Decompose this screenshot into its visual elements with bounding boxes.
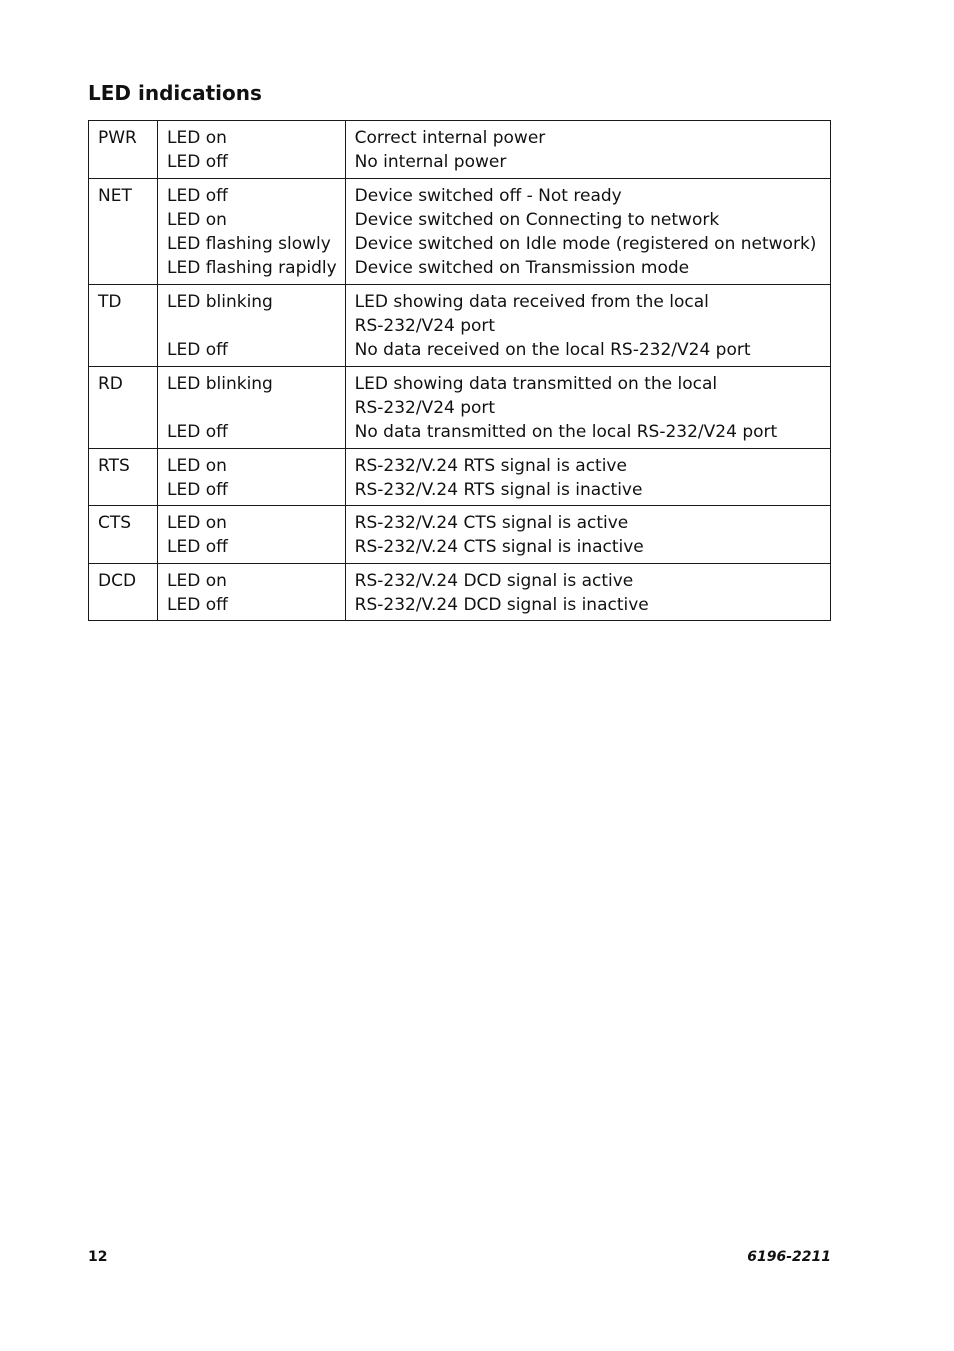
led-state-cell bbox=[158, 366, 346, 448]
led-table-body bbox=[89, 121, 831, 621]
state-description: Device switched on Transmission mode bbox=[354, 258, 690, 279]
led-indications-table bbox=[88, 120, 831, 621]
led-state: LED on bbox=[167, 570, 227, 591]
led-state: LED blinking bbox=[167, 373, 273, 394]
led-state: LED off bbox=[167, 595, 228, 616]
led-state: LED off bbox=[167, 479, 228, 500]
led-state-cell bbox=[158, 506, 346, 564]
state-description: RS-232/V.24 RTS signal is active bbox=[354, 455, 627, 476]
description-cell bbox=[345, 448, 830, 506]
led-state-cell bbox=[158, 448, 346, 506]
led-state-cell bbox=[158, 121, 346, 179]
signal-cell bbox=[89, 284, 158, 366]
table-row-td bbox=[89, 284, 831, 366]
led-state: LED flashing rapidly bbox=[167, 258, 337, 279]
led-state: LED off bbox=[167, 340, 228, 361]
state-description: RS-232/V24 port bbox=[354, 316, 496, 337]
signal-label: RD bbox=[98, 373, 123, 394]
state-description: RS-232/V.24 RTS signal is inactive bbox=[354, 479, 643, 500]
state-description: RS-232/V.24 DCD signal is inactive bbox=[354, 595, 649, 616]
state-description: RS-232/V.24 CTS signal is active bbox=[354, 513, 629, 534]
description-cell bbox=[345, 506, 830, 564]
signal-cell bbox=[89, 121, 158, 179]
table-row-cts bbox=[89, 506, 831, 564]
led-state bbox=[167, 314, 337, 338]
led-state: LED off bbox=[167, 537, 228, 558]
table-row-rts bbox=[89, 448, 831, 506]
table-row-pwr bbox=[89, 121, 831, 179]
signal-cell bbox=[89, 178, 158, 284]
state-description: RS-232/V24 port bbox=[354, 397, 496, 418]
led-state-cell bbox=[158, 178, 346, 284]
signal-label: DCD bbox=[98, 570, 137, 591]
led-state: LED on bbox=[167, 513, 227, 534]
led-state: LED off bbox=[167, 185, 228, 206]
led-state: LED flashing slowly bbox=[167, 234, 331, 255]
state-description: LED showing data transmitted on the local bbox=[354, 373, 718, 394]
state-description: No data transmitted on the local RS-232/V24 port bbox=[354, 422, 778, 443]
signal-label: NET bbox=[98, 185, 132, 206]
signal-cell bbox=[89, 563, 158, 621]
signal-cell bbox=[89, 366, 158, 448]
signal-label: CTS bbox=[98, 513, 132, 534]
signal-label: TD bbox=[98, 291, 122, 312]
led-state: LED on bbox=[167, 455, 227, 476]
state-description: RS-232/V.24 CTS signal is inactive bbox=[354, 537, 644, 558]
page-number: 12 bbox=[88, 1249, 108, 1265]
table-row-dcd bbox=[89, 563, 831, 621]
state-description: Device switched on Connecting to network bbox=[354, 209, 720, 230]
signal-cell bbox=[89, 448, 158, 506]
led-state: LED blinking bbox=[167, 291, 273, 312]
description-cell bbox=[345, 284, 830, 366]
description-cell bbox=[345, 178, 830, 284]
state-description: No data received on the local RS-232/V24 port bbox=[354, 340, 751, 361]
led-state bbox=[167, 396, 337, 420]
signal-cell bbox=[89, 506, 158, 564]
led-state: LED on bbox=[167, 209, 227, 230]
led-state: LED off bbox=[167, 152, 228, 173]
signal-label: RTS bbox=[98, 455, 130, 476]
description-cell bbox=[345, 563, 830, 621]
led-state: LED on bbox=[167, 128, 227, 148]
led-state-cell bbox=[158, 284, 346, 366]
table-row-net bbox=[89, 178, 831, 284]
state-description: Correct internal power bbox=[354, 128, 546, 148]
document-number: 6196-2211 bbox=[747, 1249, 831, 1265]
signal-label: PWR bbox=[98, 128, 137, 148]
state-description: No internal power bbox=[354, 152, 507, 173]
led-state-cell bbox=[158, 563, 346, 621]
state-description: LED showing data received from the local bbox=[354, 291, 709, 312]
state-description: Device switched off - Not ready bbox=[354, 185, 622, 206]
description-cell bbox=[345, 121, 830, 179]
state-description: RS-232/V.24 DCD signal is active bbox=[354, 570, 634, 591]
table-row-rd bbox=[89, 366, 831, 448]
led-state: LED off bbox=[167, 422, 228, 443]
description-cell bbox=[345, 366, 830, 448]
page-title: LED indications bbox=[88, 81, 262, 105]
state-description: Device switched on Idle mode (registered on network) bbox=[354, 234, 817, 255]
